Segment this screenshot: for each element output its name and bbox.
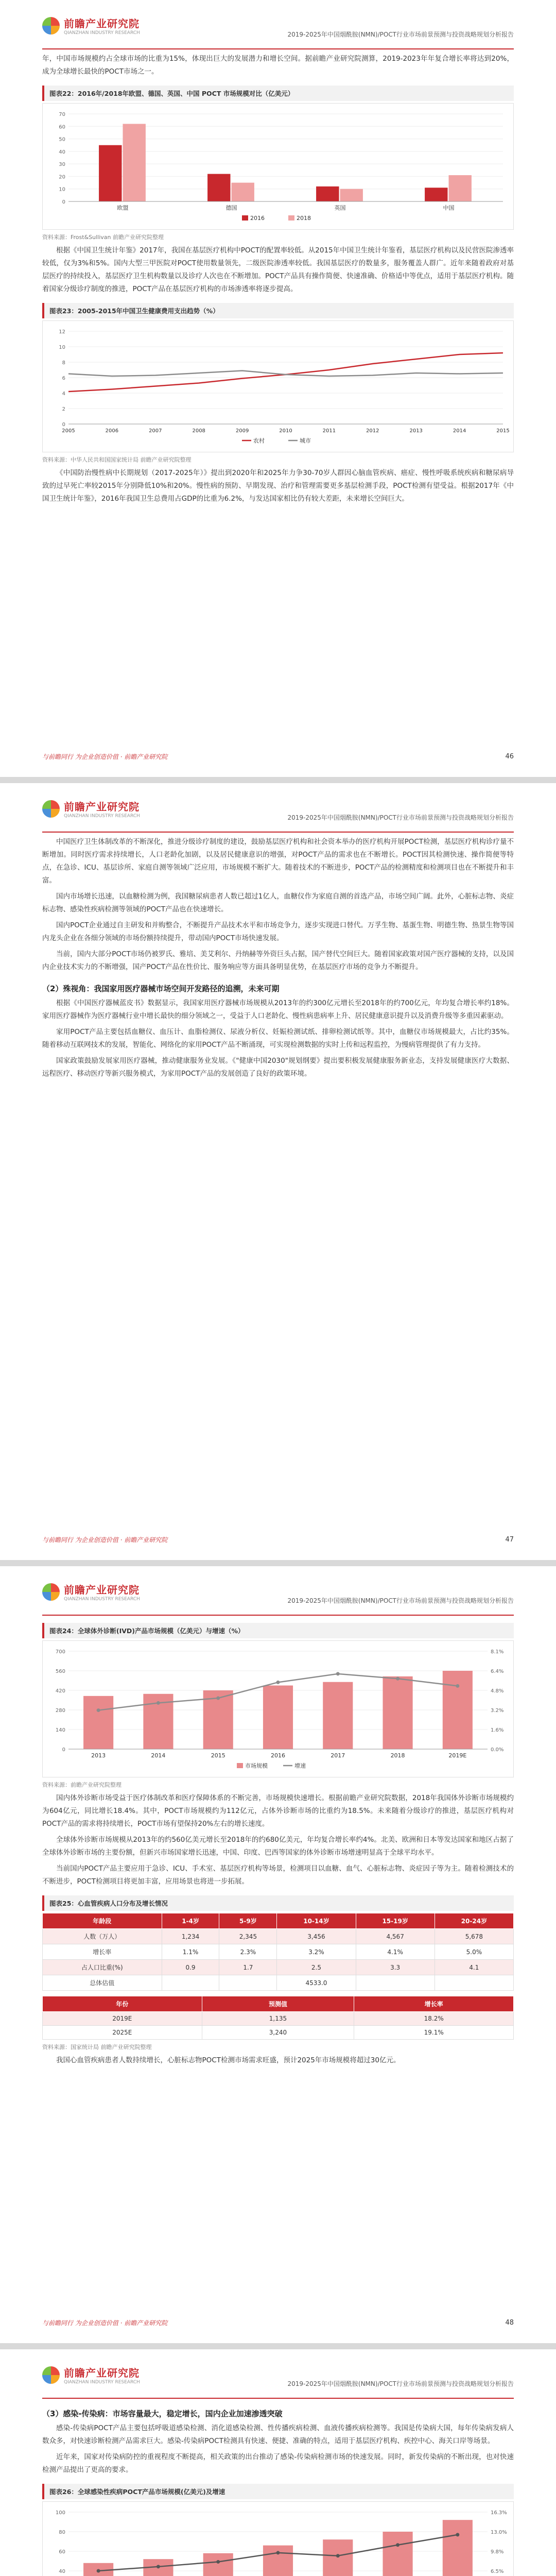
table-header-cell: 年份: [43, 1996, 202, 2012]
paragraph: 近年来，国家对传染病防控的重视程度不断提高，相关政策的出台推动了感染-传染病检测市场的快速发展。同时，新发传染病的不断出现，也对快速检测产品提出了更高的要求。: [42, 2453, 514, 2474]
rate-point: [276, 2551, 280, 2554]
bar: [323, 2539, 353, 2576]
y-tick-label: 40: [59, 2569, 65, 2574]
rate-point: [336, 2554, 340, 2557]
bar: [383, 1676, 413, 1749]
y-tick-label: 420: [55, 1688, 65, 1694]
table-cell: 2.5: [277, 1960, 356, 1975]
table-header-cell: 预测值: [202, 1996, 354, 2012]
y-tick-label: 4: [62, 391, 65, 397]
page-footer: [42, 2314, 514, 2331]
report-title: 2019-2025年中国烟酰胺(NMN)/POCT行业市场前景预测与投资战略规划分析报告: [287, 1597, 514, 1604]
legend-swatch: [288, 215, 294, 221]
table-title: 图表25：心血管疾病人口分布及增长情况: [42, 1895, 514, 1911]
logo-icon: [42, 1583, 60, 1601]
bar: [449, 175, 472, 201]
logo: [42, 799, 140, 819]
rate-point: [157, 1701, 160, 1705]
footer-slogan: 与前瞻同行 为企业创造价值 · 前瞻产业研究院: [42, 753, 168, 760]
y2-tick-label: 6.5%: [491, 2569, 504, 2574]
chart-bar-24: [42, 1640, 514, 1777]
table-cell: 5,678: [435, 1929, 513, 1944]
table-25: [42, 1913, 514, 1991]
section-heading: （3）感染-传染病：市场容量最大，稳定增长，国内企业加速渗透突破: [42, 2409, 283, 2418]
table-cell: 3,456: [277, 1929, 356, 1944]
y-tick-label: 100: [55, 2510, 65, 2516]
y2-tick-label: 6.4%: [491, 1669, 504, 1674]
x-tick-label: 2016: [271, 1752, 285, 1759]
logo-text: 前瞻产业研究院: [64, 2367, 140, 2379]
page-47: [0, 783, 556, 1566]
table-cell: 占人口比重(%): [43, 1960, 162, 1975]
paragraph: 全球体外诊断市场规模从2013年的约560亿美元增长至2018年的约680亿美元，年均复合增长率约4%。北美、欧洲和日本等发达国家和地区占据了全球体外诊断市场的主要份额，但新兴市场国家增长迅速，中国、印度、巴西等国家的体外诊断市场增速明显高于全球平均水平。: [42, 1836, 514, 1857]
paragraph: 当前国内POCT产品主要应用于急诊、ICU、手术室、基层医疗机构等场景，检测项目以血糖、血气、心脏标志物、炎症因子等为主。随着检测技术的不断进步，POCT检测项目将更加丰富，应用场景也将进一步拓展。: [42, 1865, 514, 1886]
x-tick-label: 2010: [279, 428, 292, 434]
report-title: 2019-2025年中国烟酰胺(NMN)/POCT行业市场前景预测与投资战略规划分析报告: [287, 814, 514, 821]
x-tick-label: 中国: [443, 205, 455, 211]
y-tick-label: 2: [62, 406, 65, 412]
logo: [42, 15, 140, 36]
table-source: 资料来源：国家统计局 前瞻产业研究院整理: [42, 2044, 152, 2050]
y2-tick-label: 16.3%: [491, 2510, 507, 2516]
x-tick-label: 2013: [91, 1752, 106, 1759]
logo: [42, 1582, 140, 1602]
y-tick-label: 60: [59, 124, 65, 130]
table-header-cell: 15-19岁: [356, 1913, 435, 1929]
table-cell: 3.3: [356, 1960, 435, 1975]
y-tick-label: 10: [59, 345, 65, 350]
table-cell: 2025E: [43, 2026, 202, 2040]
rate-point: [276, 1681, 280, 1684]
logo-subtext: QIANZHAN INDUSTRY RESEARCH: [64, 1597, 140, 1602]
table-cell: 总体估值: [43, 1975, 162, 1991]
section-heading: （2）殊视角：我国家用医疗器械市场空间开发路径的追溯，未来可期: [42, 984, 280, 993]
page-header: [42, 783, 514, 833]
figure-title: 图表22：2016年/2018年欧盟、德国、英国、中国 POCT 市场规模对比（亿美元）: [42, 86, 514, 101]
y2-tick-label: 3.2%: [491, 1708, 504, 1714]
chart-bar-26: [42, 2501, 514, 2576]
chart-line-23: [42, 320, 514, 452]
paragraph: 我国心血管疾病患者人数持续增长，心脏标志物POCT检测市场需求旺盛，预计2025年市场规模将超过30亿元。: [56, 2056, 401, 2064]
paragraph: 根据《中国卫生统计年鉴》2017年，我国在基层医疗机构中POCT的配置率较低。从2015年中国卫生统计年鉴看，基层医疗机构以及民营医院渗透率较低，仅为3%和5%。国内大型三甲医院对POCT使用数量领先，二级医院渗透率较低。我国基层医疗的数量多，服务覆盖人群广。近年来随着政府对基层医疗的持续投入，基层医疗卫生机构数量以及诊疗人次也在不断增加。POCT产品具有操作简便、快速准确、价格适中等优点，适用于基层医疗机构。随着国家分级诊疗制度的推进，POCT产品在基层医疗机构的市场渗透率将逐步提高。: [42, 246, 514, 293]
y2-tick-label: 8.1%: [491, 1649, 504, 1655]
bar: [443, 2520, 473, 2576]
x-tick-label: 2013: [409, 428, 423, 434]
table-cell: 1,135: [202, 2012, 354, 2026]
y-tick-label: 700: [55, 1649, 65, 1655]
logo-subtext: QIANZHAN INDUSTRY RESEARCH: [64, 814, 140, 819]
logo-text: 前瞻产业研究院: [64, 1584, 140, 1596]
y2-tick-label: 1.6%: [491, 1727, 504, 1733]
page-number: 47: [505, 1535, 514, 1544]
logo-icon: [42, 17, 60, 35]
table-cell: 3,240: [202, 2026, 354, 2040]
x-tick-label: 2018: [390, 1752, 405, 1759]
table-cell: [219, 1975, 277, 1991]
rate-point: [97, 1708, 100, 1712]
y-tick-label: 10: [59, 187, 65, 193]
figure-source: 资料来源：Frost&Sullivan 前瞻产业研究院整理: [42, 234, 164, 241]
y2-tick-label: 4.8%: [491, 1688, 504, 1694]
page-footer: [42, 748, 514, 765]
table-cell: 2.3%: [219, 1944, 277, 1960]
x-tick-label: 2017: [331, 1752, 345, 1759]
table-cell: [162, 1975, 219, 1991]
bar: [207, 174, 230, 201]
table-row: [43, 1929, 514, 1944]
bar: [123, 124, 146, 201]
bar: [83, 1696, 113, 1749]
table-row: [43, 1960, 514, 1975]
table-cell: 2,345: [219, 1929, 277, 1944]
bar: [443, 1671, 473, 1749]
x-tick-label: 2005: [62, 428, 75, 434]
table-cell: 0.9: [162, 1960, 219, 1975]
table-cell: 4,567: [356, 1929, 435, 1944]
table-row: [43, 1975, 514, 1991]
table-cell: [356, 1975, 435, 1991]
legend-label: 2016: [250, 215, 265, 222]
page-header: [42, 1566, 514, 1616]
paragraph: 中国医疗卫生体制改革的不断深化，推进分级诊疗制度的建设，鼓励基层医疗机构和社会资本举办的医疗机构开展POCT检测，基层医疗机构诊疗量不断增加。同时医疗需求持续增长，人口老龄化加剧，以及居民健康意识的增强，对POCT产品的需求也在不断增长。POCT因其检测快速、操作简便等特点，在急诊、ICU、基层诊所、家庭自测等领域广泛应用，市场规模不断扩大。随着技术的不断进步，POCT产品的检测精度和检测项目也在不断提升和丰富。: [42, 838, 514, 885]
y2-tick-label: 13.0%: [491, 2530, 507, 2535]
page-48: [0, 1566, 556, 2349]
bar: [323, 1682, 353, 1749]
rate-point: [216, 2560, 220, 2564]
table-cell: 5.0%: [435, 1944, 513, 1960]
bar: [263, 2546, 293, 2576]
legend-label: 农村: [253, 437, 265, 444]
rate-point: [336, 1672, 340, 1675]
table-header-cell: 年龄段: [43, 1913, 162, 1929]
table-cell: [435, 1975, 513, 1991]
bar: [203, 2553, 233, 2576]
x-tick-label: 2015: [211, 1752, 225, 1759]
page-49: [0, 2349, 556, 2576]
table-row: [43, 2012, 514, 2026]
report-title: 2019-2025年中国烟酰胺(NMN)/POCT行业市场前景预测与投资战略规划分析报告: [287, 31, 514, 38]
table-cell: 18.2%: [354, 2012, 514, 2026]
y-tick-label: 50: [59, 137, 65, 143]
paragraph: 年，中国市场规模约占全球市场的比重为15%，体现出巨大的发展潜力和增长空间。据前瞻产业研究院测算，2019-2023年年复合增长率将达到20%，成为全球增长最快的POCT市场之一。: [42, 55, 514, 76]
x-tick-label: 2009: [235, 428, 249, 434]
bar: [232, 183, 254, 201]
logo-text: 前瞻产业研究院: [64, 18, 140, 30]
y-tick-label: 20: [59, 174, 65, 180]
x-tick-label: 2008: [192, 428, 205, 434]
x-tick-label: 2014: [453, 428, 466, 434]
legend-label: 城市: [300, 437, 311, 444]
logo: [42, 2365, 140, 2385]
footer-slogan: 与前瞻同行 为企业创造价值 · 前瞻产业研究院: [42, 1536, 168, 1544]
y-tick-label: 70: [59, 112, 65, 117]
x-tick-label: 2012: [366, 428, 379, 434]
table-header-cell: 增长率: [354, 1996, 514, 2012]
figure-source: 资料来源：中华人民共和国国家统计局 前瞻产业研究院整理: [42, 456, 192, 463]
y2-tick-label: 0.0%: [491, 1747, 504, 1753]
table-cell: 19.1%: [354, 2026, 514, 2040]
paragraph: 感染-传染病POCT产品主要包括呼吸道感染检测、消化道感染检测、性传播疾病检测、血液传播疾病检测等。我国是传染病大国，每年传染病发病人数众多，对快速诊断检测产品需求巨大。感染-传染病POCT检测具有快速、便捷、准确的特点，适用于基层医疗机构、疾控中心、海关口岸等场景。: [42, 2424, 514, 2445]
x-tick-label: 2015: [496, 428, 510, 434]
paragraph: 国家政策鼓励发展家用医疗器械，推动健康服务业发展。《"健康中国2030"规划纲要》提出要积极发展健康服务新业态，支持发展健康医疗大数据、远程医疗、移动医疗等新兴服务模式，为家用POCT产品的发展创造了良好的政策环境。: [42, 1057, 514, 1078]
bar: [383, 2532, 413, 2576]
paragraph: 根据《中国医疗器械蓝皮书》数据显示，我国家用医疗器械市场规模从2013年的约300亿元增长至2018年的约700亿元，年均复合增长率约18%。家用医疗器械作为医疗器械行业中增长最快的细分领域之一，受益于人口老龄化、慢性病患病率上升、居民健康意识提升以及消费升级等多重因素驱动。: [42, 999, 514, 1020]
rate-point: [157, 2565, 160, 2568]
y-tick-label: 80: [59, 2530, 65, 2535]
y-tick-label: 0: [62, 1747, 65, 1753]
legend-swatch: [242, 215, 248, 221]
table-25b: [42, 1996, 514, 2040]
legend-label: 增速: [294, 1762, 306, 1769]
rate-point: [456, 2533, 459, 2536]
table-row: [43, 2026, 514, 2040]
table-cell: 4533.0: [277, 1975, 356, 1991]
rate-point: [396, 1677, 399, 1681]
y-tick-label: 8: [62, 360, 65, 366]
logo-subtext: QIANZHAN INDUSTRY RESEARCH: [64, 2380, 140, 2385]
table-cell: 4.1: [435, 1960, 513, 1975]
paragraph: 国内体外诊断市场受益于医疗体制改革和医疗保障体系的不断完善，市场规模快速增长。根据前瞻产业研究院数据，2018年我国体外诊断市场规模约为604亿元，同比增长18.4%。其中，POCT市场规模约为112亿元，占体外诊断市场的比重约为18.5%。未来随着分级诊疗的推进，基层医疗机构对POCT产品的需求将持续增长，POCT市场有望保持20%左右的增长速度。: [42, 1794, 514, 1828]
rate-point: [396, 2543, 399, 2547]
y2-tick-label: 9.8%: [491, 2549, 504, 2555]
footer-slogan: 与前瞻同行 为企业创造价值 · 前瞻产业研究院: [42, 2319, 168, 2327]
legend-label: 市场规模: [245, 1762, 268, 1769]
bar: [263, 1686, 293, 1750]
logo-subtext: QIANZHAN INDUSTRY RESEARCH: [64, 30, 140, 36]
paragraph: 国内POCT企业通过自主研发和并购整合，不断提升产品技术水平和市场竞争力，逐步实现进口替代。万孚生物、基蛋生物、明德生物、热景生物等国内龙头企业在各细分领域的市场份额持续提升，带动国内POCT市场快速发展。: [42, 921, 514, 942]
legend-label: 2018: [297, 215, 311, 222]
y-tick-label: 140: [55, 1727, 65, 1733]
table-cell: 人数（万人）: [43, 1929, 162, 1944]
y-tick-label: 60: [59, 2549, 65, 2555]
bar: [99, 145, 121, 201]
y-tick-label: 0: [62, 199, 65, 205]
table-cell: 3.2%: [277, 1944, 356, 1960]
rate-point: [216, 1696, 220, 1700]
y-tick-label: 12: [59, 329, 65, 335]
x-tick-label: 2019E: [448, 1752, 467, 1759]
page-header: [42, 2349, 514, 2399]
y-tick-label: 6: [62, 376, 65, 381]
x-tick-label: 德国: [225, 205, 237, 211]
series-line: [68, 371, 503, 377]
page-46: [0, 0, 556, 783]
bar: [340, 189, 363, 201]
rate-point: [456, 1684, 459, 1688]
paragraph: 当前，国内大部分POCT市场仍被罗氏、雅培、美艾利尔、丹纳赫等外资巨头占据，国产替代空间巨大。随着国家政策对国产医疗器械的支持，以及国内企业技术实力的不断增强，国产POCT产品在性价比、服务响应等方面具备明显优势，在基层医疗市场的竞争力不断提升。: [42, 950, 514, 971]
bar: [316, 187, 339, 201]
x-tick-label: 2007: [149, 428, 162, 434]
figure-source: 资料来源：前瞻产业研究院整理: [42, 1782, 121, 1788]
figure-title: 图表26：全球感染性疾病POCT产品市场规模(亿美元)及增速: [42, 2484, 514, 2499]
rate-point: [97, 2569, 100, 2573]
figure-title: 图表24：全球体外诊断(IVD)产品市场规模（亿美元）与增速（%）: [42, 1623, 514, 1638]
table-cell: 2019E: [43, 2012, 202, 2026]
page-header: [42, 0, 514, 49]
table-cell: 增长率: [43, 1944, 162, 1960]
page-number: 46: [505, 752, 514, 760]
paragraph: 《中国防治慢性病中长期规划（2017-2025年）》提出到2020年和2025年力争30-70岁人群因心脑血管疾病、癌症、慢性呼吸系统疾病和糖尿病导致的过早死亡率较2015年分别降低10%和20%。慢性病的预防、早期发现、治疗和管理需要更多基层检测手段，POCT检测有望受益。根据2017年《中国卫生统计年鉴》，2016年我国卫生总费用占GDP的比重为6.2%，与发达国家相比仍有较大差距，未来增长空间巨大。: [42, 469, 514, 503]
series-line: [68, 353, 503, 392]
table-cell: 1,234: [162, 1929, 219, 1944]
table-header-cell: 5-9岁: [219, 1913, 277, 1929]
table-cell: 1.1%: [162, 1944, 219, 1960]
page-footer: [42, 1531, 514, 1548]
x-tick-label: 2006: [105, 428, 119, 434]
y-tick-label: 560: [55, 1669, 65, 1674]
x-tick-label: 2014: [151, 1752, 166, 1759]
y-tick-label: 30: [59, 162, 65, 168]
table-cell: 1.7: [219, 1960, 277, 1975]
logo-icon: [42, 800, 60, 818]
bar: [425, 188, 447, 201]
x-tick-label: 欧盟: [117, 205, 129, 211]
table-header-cell: 20-24岁: [435, 1913, 513, 1929]
y-tick-label: 40: [59, 149, 65, 155]
table-header-cell: 10-14岁: [277, 1913, 356, 1929]
table-row: [43, 1944, 514, 1960]
table-cell: 4.1%: [356, 1944, 435, 1960]
page-number: 48: [505, 2318, 514, 2327]
y-tick-label: 280: [55, 1708, 65, 1714]
figure-title: 图表23：2005-2015年中国卫生健康费用支出趋势（%）: [42, 303, 514, 318]
table-header-cell: 1-4岁: [162, 1913, 219, 1929]
report-title: 2019-2025年中国烟酰胺(NMN)/POCT行业市场前景预测与投资战略规划分析报告: [287, 2380, 514, 2387]
legend-swatch: [237, 1763, 243, 1768]
x-tick-label: 2011: [322, 428, 336, 434]
logo-text: 前瞻产业研究院: [64, 801, 140, 813]
y-tick-label: 0: [62, 422, 65, 428]
paragraph: 家用POCT产品主要包括血糖仪、血压计、血脂检测仪、尿液分析仪、妊娠检测试纸、排卵检测试纸等。其中，血糖仪市场规模最大，占比约35%。随着移动互联网技术的发展，智能化、网络化的家用POCT产品不断涌现，可实现检测数据的实时上传和远程监控，为慢病管理提供了有力支持。: [42, 1028, 514, 1049]
x-tick-label: 英国: [334, 205, 346, 211]
paragraph: 国内市场增长迅速，以血糖检测为例，我国糖尿病患者人数已超过1亿人，血糖仪作为家庭自测的首选产品，市场空间广阔。此外，心脏标志物、炎症标志物、感染性疾病检测等领域的POCT产品也在快速增长。: [42, 892, 514, 913]
chart-bar-22: [42, 103, 514, 230]
logo-icon: [42, 2366, 60, 2384]
